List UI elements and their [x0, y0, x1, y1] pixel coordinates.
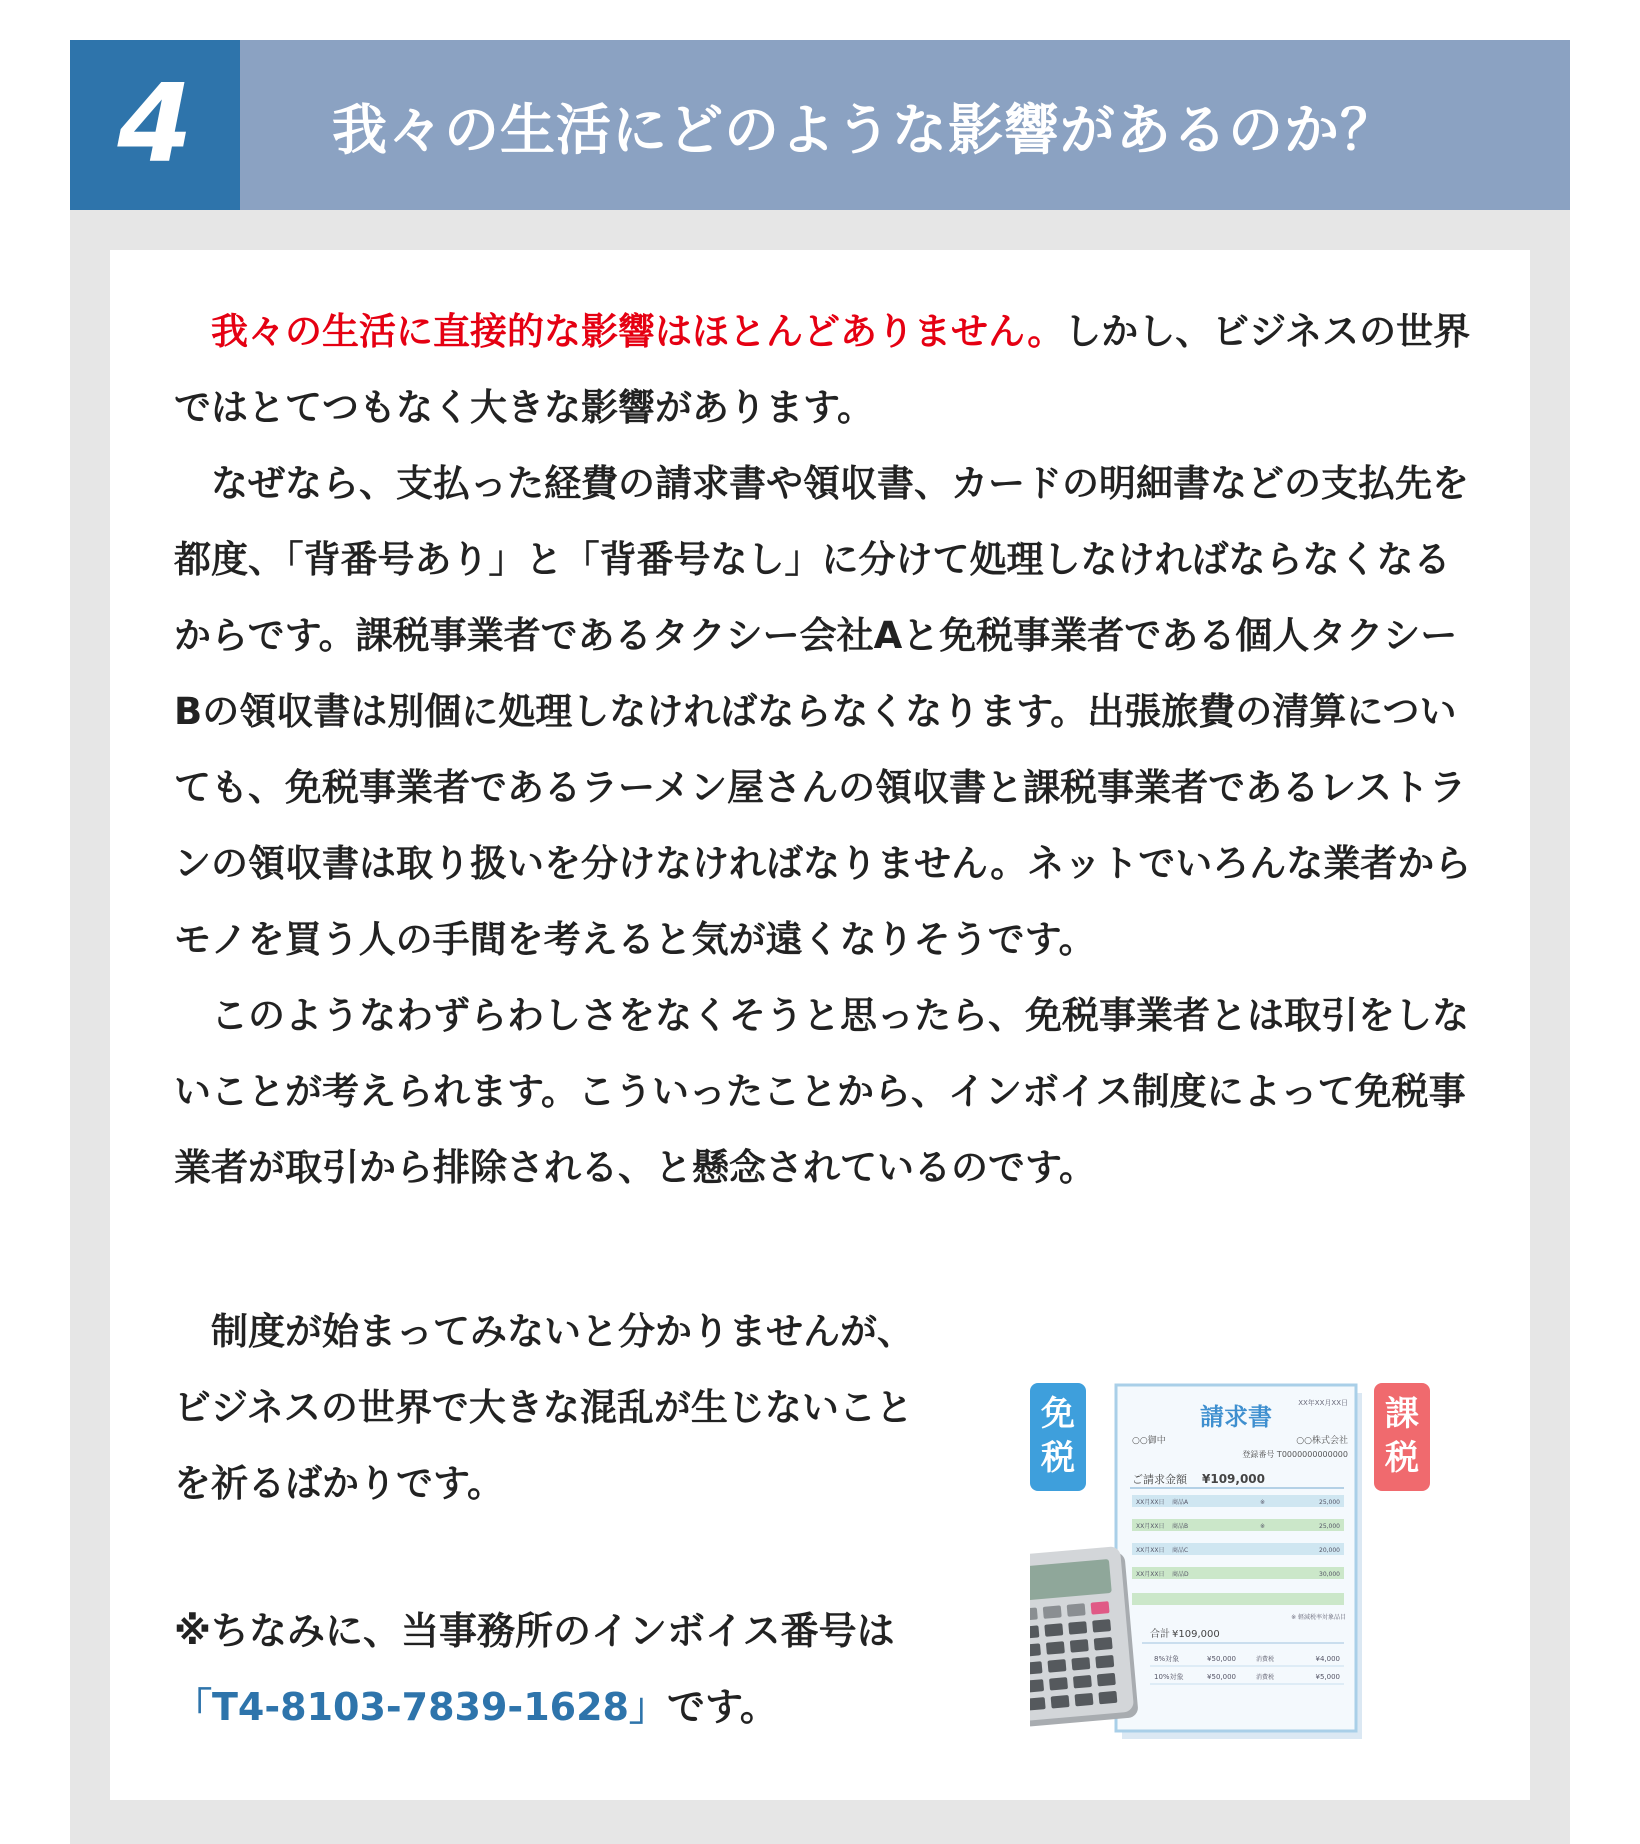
calculator-key [1070, 1639, 1089, 1653]
calculator-key [1047, 1659, 1066, 1673]
total-value: ¥109,000 [1172, 1629, 1220, 1640]
note-suffix: です。 [666, 1685, 778, 1729]
calculator-key [1092, 1619, 1111, 1633]
invoice-to: ○○御中 [1132, 1436, 1166, 1446]
tax-row-base: ¥50,000 [1207, 1673, 1236, 1681]
tax-row-tax-label: 消費税 [1256, 1674, 1275, 1681]
invoice-row-price: 30,000 [1319, 1571, 1340, 1578]
invoice-title: 請求書 [1200, 1403, 1272, 1431]
invoice-row-item: 商品B [1172, 1523, 1189, 1530]
paragraph-4-line-3: を祈るばかりです。 [174, 1462, 505, 1505]
calculator-key [1097, 1673, 1116, 1687]
invoice-date: XX年XX月XX日 [1298, 1399, 1348, 1407]
invoice-row-date: XX月XX日 [1136, 1547, 1165, 1554]
body-text [174, 294, 1484, 1206]
section-title-bar [240, 40, 1570, 210]
calculator-key [1098, 1691, 1117, 1705]
tax-exempt-label-top: 免 [1041, 1394, 1075, 1434]
tax-row-label: 8%対象 [1154, 1655, 1180, 1663]
calculator-key [1030, 1679, 1044, 1693]
note-line-1: ※ちなみに、当事務所のインボイス番号は [174, 1609, 895, 1653]
calculator-key [1094, 1637, 1113, 1651]
calculator-key [1075, 1693, 1094, 1707]
invoice-row-date: XX月XX日 [1136, 1571, 1165, 1578]
invoice-number: 「T4-8103-7839-1628」 [174, 1685, 667, 1729]
invoice-row-date: XX月XX日 [1136, 1523, 1165, 1530]
taxable-label-top: 課 [1385, 1394, 1419, 1434]
calculator-key [1071, 1657, 1090, 1671]
paragraph-4-line-1 [174, 1294, 1034, 1370]
section-number: 4 [117, 62, 193, 187]
invoice-row-mark: ※ [1260, 1523, 1266, 1530]
amount-label: ご請求金額 [1132, 1473, 1187, 1486]
paragraph-3 [174, 978, 1484, 1206]
invoice-row-price: 25,000 [1319, 1499, 1340, 1506]
invoice-footnote: ※ 軽減税率対象品目 [1291, 1614, 1346, 1621]
invoice-illustration [1030, 1375, 1490, 1755]
total-label: 合計 [1150, 1629, 1170, 1640]
calculator-key [1044, 1623, 1063, 1637]
content-card [110, 250, 1530, 1800]
paragraph-1 [174, 294, 1484, 446]
calculator-key [1030, 1697, 1046, 1711]
invoice-reg-no: 登録番号 T0000000000000 [1242, 1450, 1348, 1459]
tax-exempt-label-bottom: 税 [1041, 1438, 1075, 1478]
invoice-number-note [174, 1593, 1034, 1745]
invoice-row-price: 25,000 [1319, 1523, 1340, 1530]
tax-row-label: 10%対象 [1154, 1673, 1184, 1681]
calculator-key [1073, 1675, 1092, 1689]
paragraph-4-line-1-text: 制度が始まってみないと分かりませんが、 [211, 1310, 914, 1353]
tax-row-tax: ¥4,000 [1315, 1655, 1340, 1663]
invoice-blank-row [1132, 1593, 1344, 1605]
calculator-key [1030, 1607, 1038, 1621]
section-header [70, 40, 1570, 210]
calculator-key [1043, 1605, 1062, 1619]
invoice-row-price: 20,000 [1319, 1547, 1340, 1554]
paragraph-2 [174, 446, 1484, 978]
tax-row-tax: ¥5,000 [1315, 1673, 1340, 1681]
calculator-key [1068, 1621, 1087, 1635]
calculator-key [1067, 1603, 1086, 1617]
section-number-box [70, 40, 240, 210]
calculator-key [1046, 1641, 1065, 1655]
paragraph-3-text: このようなわずらわしさをなくそうと思ったら、免税事業者とは取引をしないことが考えられます。こういったことから、インボイス制度によって免税事業者が取引から排除される、と懸念されているのです。 [174, 994, 1469, 1189]
calculator-key [1030, 1661, 1043, 1675]
note-line-2 [174, 1669, 1034, 1745]
calculator-key [1091, 1601, 1110, 1615]
invoice-row-item: 商品C [1172, 1547, 1189, 1554]
calculator-key [1049, 1677, 1068, 1691]
calculator-key [1051, 1695, 1070, 1709]
section-title: 我々の生活にどのような影響があるのか？ [332, 97, 1397, 162]
invoice-from: ○○株式会社 [1296, 1436, 1348, 1446]
tax-row-base: ¥50,000 [1207, 1655, 1236, 1663]
amount-value: ¥109,000 [1202, 1472, 1266, 1486]
highlight-text: 我々の生活に直接的な影響はほとんどありません。 [211, 310, 1065, 353]
invoice-row-item: 商品A [1172, 1499, 1189, 1506]
tax-row-tax-label: 消費税 [1256, 1656, 1275, 1663]
invoice-row-mark: ※ [1260, 1499, 1266, 1506]
section-4 [70, 40, 1570, 1844]
paragraph-4-line-2: ビジネスの世界で大きな混乱が生じないこと [174, 1386, 913, 1429]
calculator-key [1095, 1655, 1114, 1669]
calculator-key [1030, 1643, 1041, 1657]
invoice-row-date: XX月XX日 [1136, 1499, 1165, 1506]
paragraph-2-text: なぜなら、支払った経費の請求書や領収書、カードの明細書などの支払先を都度、「背番号あり」と「背番号なし」に分けて処理しなければならなくなるからです。課税事業者であるタクシー会社Aと免税事業者である個人タクシーBの領収書は別個に処理しなければならなくなります。出張旅費の清算についても、免税事業者であるラーメン屋さんの領収書と課税事業者であるレストランの領収書は取り扱いを分けなければなりません。ネットでいろんな業者からモノを買う人の手間を考えると気が遠くなりそうです。 [174, 462, 1472, 961]
calculator [1030, 1546, 1139, 1728]
taxable-label-bottom: 税 [1385, 1438, 1419, 1478]
paragraph-4 [174, 1294, 1034, 1522]
paragraph-1-rest: しかし、ビジネスの世界ではとてつもなく大きな影響があります。 [174, 310, 1471, 429]
calculator-key [1030, 1625, 1039, 1639]
invoice-row-item: 商品D [1172, 1571, 1189, 1578]
